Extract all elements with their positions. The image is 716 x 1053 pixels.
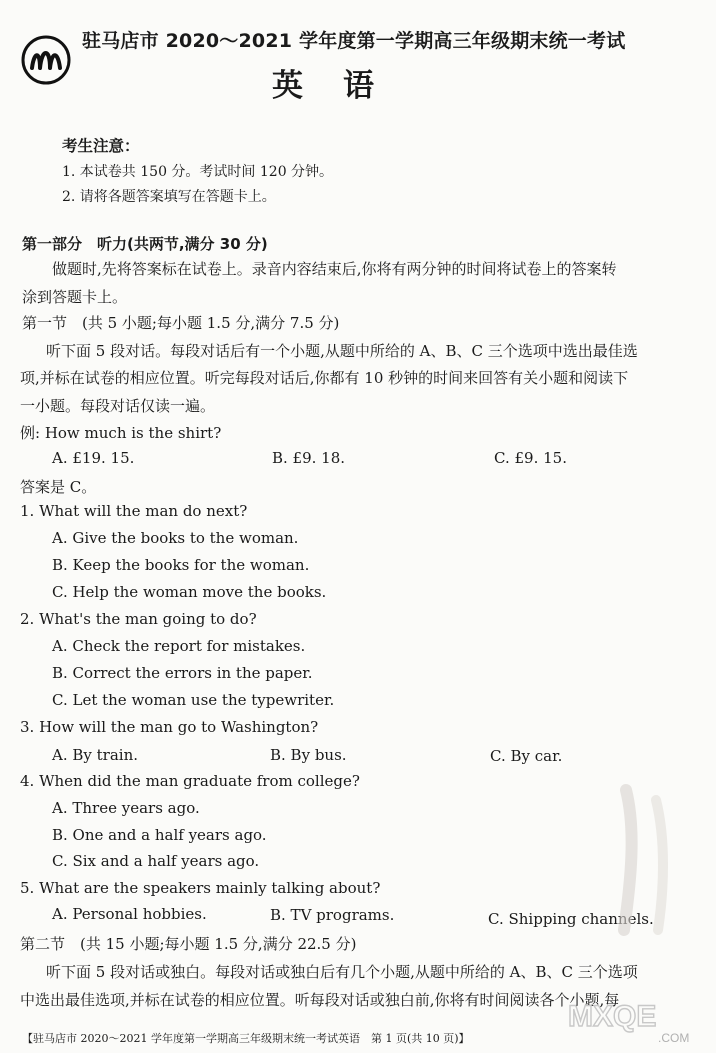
question-text: 5. What are the speakers mainly talking about?: [20, 879, 381, 897]
svg-text:.COM: .COM: [658, 1031, 690, 1045]
notice-item: 2. 请将各题答案填写在答题卡上。: [62, 189, 276, 205]
ink-mark-decoration: [596, 780, 686, 940]
school-logo-icon: [20, 34, 72, 86]
question-option: B. One and a half years ago.: [52, 826, 267, 844]
question-text: 3. How will the man go to Washington?: [20, 718, 319, 736]
question-text: 2. What's the man going to do?: [20, 610, 257, 628]
section1-heading: 第一节 (共 5 小题;每小题 1.5 分,满分 7.5 分): [22, 314, 340, 332]
question-option: C. Six and a half years ago.: [52, 852, 260, 870]
svg-text:MXQE: MXQE: [568, 1000, 657, 1033]
exam-title: 驻马店市 2020～2021 学年度第一学期高三年级期末统一考试: [82, 30, 626, 52]
watermark-logo: [560, 968, 710, 1048]
section1-line: 一小题。每段对话仅读一遍。: [20, 397, 216, 415]
example-option: C. £9. 15.: [494, 449, 567, 467]
question-option: B. By bus.: [270, 746, 347, 764]
notice-heading: 考生注意：: [62, 137, 140, 155]
section1-line: 听下面 5 段对话。每段对话后有一个小题,从题中所给的 A、B、C 三个选项中选出最佳选: [46, 342, 638, 360]
question-option: A. Personal hobbies.: [52, 905, 207, 923]
example-question: 例: How much is the shirt?: [20, 424, 222, 442]
question-option: A. Check the report for mistakes.: [52, 637, 306, 655]
section2-line: 听下面 5 段对话或独白。每段对话或独白后有几个小题,从题中所给的 A、B、C 三个选项: [46, 963, 638, 981]
question-text: 1. What will the man do next?: [20, 502, 248, 520]
question-option: B. Keep the books for the woman.: [52, 556, 310, 574]
question-option: B. TV programs.: [270, 906, 395, 924]
intro-line: 做题时,先将答案标在试卷上。录音内容结束后,你将有两分钟的时间将试卷上的答案转: [52, 260, 617, 278]
question-option: C. Let the woman use the typewriter.: [52, 691, 335, 709]
part1-heading: 第一部分 听力(共两节,满分 30 分): [22, 235, 268, 253]
notice-item: 1. 本试卷共 150 分。考试时间 120 分钟。: [62, 164, 334, 180]
question-option: B. Correct the errors in the paper.: [52, 664, 313, 682]
section2-heading: 第二节 (共 15 小题;每小题 1.5 分,满分 22.5 分): [20, 935, 357, 953]
question-option: A. By train.: [52, 746, 139, 764]
page-footer: 【驻马店市 2020～2021 学年度第一学期高三年级期末统一考试英语 第 1 页(共 10 页)】: [22, 1032, 470, 1045]
question-option: C. Shipping channels.: [488, 910, 654, 928]
intro-line: 涂到答题卡上。: [22, 288, 128, 306]
question-option: C. By car.: [490, 747, 563, 765]
question-option: A. Three years ago.: [52, 799, 200, 817]
question-text: 4. When did the man graduate from college?: [20, 772, 360, 790]
section2-line: 中选出最佳选项,并标在试卷的相应位置。听每段对话或独白前,你将有时间阅读各个小题,每: [20, 991, 620, 1009]
section1-line: 项,并标在试卷的相应位置。听完每段对话后,你都有 10 秒钟的时间来回答有关小题和阅读下: [20, 369, 629, 387]
question-option: A. Give the books to the woman.: [52, 529, 299, 547]
subject-title: 英语: [272, 68, 414, 104]
example-option: B. £9. 18.: [272, 449, 346, 467]
example-answer: 答案是 C。: [20, 478, 97, 496]
question-option: C. Help the woman move the books.: [52, 583, 327, 601]
example-option: A. £19. 15.: [52, 449, 135, 467]
